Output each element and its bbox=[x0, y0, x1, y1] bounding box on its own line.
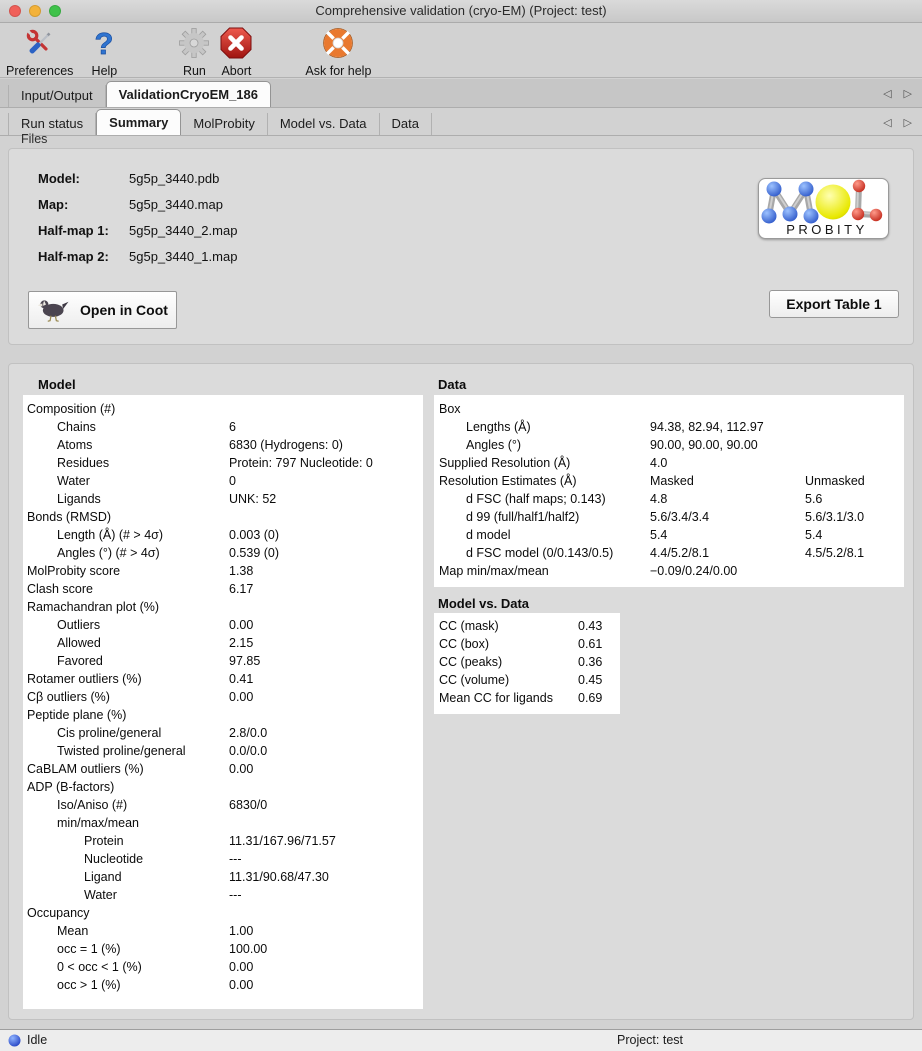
model-row bbox=[23, 598, 423, 616]
secondary-tab-bar bbox=[0, 109, 922, 136]
file-label: Model: bbox=[38, 171, 80, 186]
row-value: 0.539 (0) bbox=[229, 546, 280, 560]
row-label: d 99 (full/half1/half2) bbox=[466, 510, 580, 524]
row-value: 0.45 bbox=[578, 673, 603, 687]
model-row bbox=[23, 760, 423, 778]
data-row bbox=[434, 544, 904, 562]
status-ball-icon bbox=[8, 1034, 21, 1050]
row-label: Favored bbox=[57, 654, 103, 668]
model-row bbox=[23, 526, 423, 544]
zoom-button[interactable] bbox=[49, 5, 61, 17]
tools-icon bbox=[23, 26, 57, 63]
tab-summary[interactable]: Summary bbox=[96, 109, 181, 135]
model-row bbox=[23, 940, 423, 958]
row-label: Length (Å) (# > 4σ) bbox=[57, 528, 164, 542]
row-value: 0.00 bbox=[229, 960, 254, 974]
minimize-button[interactable] bbox=[29, 5, 41, 17]
row-value: 1.00 bbox=[229, 924, 254, 938]
row-label: Mean bbox=[57, 924, 89, 938]
row-label: Nucleotide bbox=[84, 852, 144, 866]
cc-row bbox=[434, 653, 620, 671]
row-label: Allowed bbox=[57, 636, 101, 650]
scroll-left-icon[interactable]: ◁ bbox=[883, 87, 892, 100]
model-row bbox=[23, 580, 423, 598]
model-row bbox=[23, 634, 423, 652]
toolbar-item-label: Ask for help bbox=[305, 64, 372, 78]
scroll-right-icon[interactable]: ▷ bbox=[903, 87, 912, 100]
row-label: Supplied Resolution (Å) bbox=[439, 456, 571, 470]
gear-icon bbox=[177, 26, 211, 63]
tab-run-status[interactable]: Run status bbox=[8, 113, 96, 135]
row-value-unmasked: 4.5/5.2/8.1 bbox=[805, 546, 865, 560]
open-in-coot-label: Open in Coot bbox=[80, 302, 168, 318]
row-label: CC (peaks) bbox=[439, 655, 503, 669]
data-row bbox=[434, 436, 904, 454]
row-label: Map min/max/mean bbox=[439, 564, 549, 578]
row-label: Resolution Estimates (Å) bbox=[439, 474, 577, 488]
row-label: Water bbox=[57, 474, 90, 488]
file-label: Half-map 2: bbox=[38, 249, 109, 264]
model-row bbox=[23, 688, 423, 706]
row-label: occ > 1 (%) bbox=[57, 978, 121, 992]
tab-model-vs-data[interactable]: Model vs. Data bbox=[268, 113, 380, 135]
svg-text:?: ? bbox=[94, 26, 114, 60]
row-label: occ = 1 (%) bbox=[57, 942, 121, 956]
row-value-masked: 94.38, 82.94, 112.97 bbox=[650, 420, 764, 434]
project-label: Project: test bbox=[617, 1033, 683, 1047]
file-value: 5g5p_3440.pdb bbox=[129, 171, 220, 186]
row-value: --- bbox=[229, 852, 242, 866]
row-label: CC (volume) bbox=[439, 673, 510, 687]
row-label: min/max/mean bbox=[57, 816, 139, 830]
file-row bbox=[38, 192, 223, 218]
row-value: 0.00 bbox=[229, 690, 254, 704]
file-row bbox=[38, 244, 238, 270]
run-button[interactable] bbox=[177, 26, 211, 78]
model-row bbox=[23, 472, 423, 490]
file-value: 5g5p_3440.map bbox=[129, 197, 223, 212]
model-row bbox=[23, 652, 423, 670]
model-row bbox=[23, 976, 423, 994]
row-value-unmasked: 5.6/3.1/3.0 bbox=[805, 510, 865, 524]
row-value-masked: 4.4/5.2/8.1 bbox=[650, 546, 710, 560]
row-label: Bonds (RMSD) bbox=[27, 510, 112, 524]
row-value: 1.38 bbox=[229, 564, 254, 578]
row-label: Box bbox=[439, 402, 461, 416]
row-label: Outliers bbox=[57, 618, 101, 632]
lifebuoy-icon bbox=[321, 26, 355, 63]
model-row bbox=[23, 400, 423, 418]
row-value: 0 bbox=[229, 474, 236, 488]
row-label: Rotamer outliers (%) bbox=[27, 672, 142, 686]
scroll-right-icon[interactable]: ▷ bbox=[903, 116, 912, 129]
row-value: UNK: 52 bbox=[229, 492, 277, 506]
file-label: Map: bbox=[38, 197, 69, 212]
data-panel-title: Data bbox=[438, 377, 467, 392]
files-groupbox bbox=[8, 148, 914, 345]
row-value-masked: −0.09/0.24/0.00 bbox=[650, 564, 738, 578]
model-row bbox=[23, 922, 423, 940]
file-row bbox=[38, 166, 220, 192]
model-row bbox=[23, 454, 423, 472]
model-row bbox=[23, 742, 423, 760]
help-button[interactable] bbox=[87, 26, 121, 78]
model-row bbox=[23, 814, 423, 832]
cc-row bbox=[434, 671, 620, 689]
row-label: Cis proline/general bbox=[57, 726, 162, 740]
model-row bbox=[23, 436, 423, 454]
row-label: Ramachandran plot (%) bbox=[27, 600, 160, 614]
row-value: 0.41 bbox=[229, 672, 254, 686]
toolbar-item-label: Abort bbox=[221, 64, 252, 78]
row-label: CaBLAM outliers (%) bbox=[27, 762, 144, 776]
export-table-1-button[interactable] bbox=[769, 290, 899, 318]
export-table-1-label: Export Table 1 bbox=[786, 296, 882, 312]
row-label: Protein bbox=[84, 834, 124, 848]
tab-scroll-controls bbox=[883, 109, 912, 135]
model-row bbox=[23, 850, 423, 868]
tab-data[interactable]: Data bbox=[380, 113, 432, 135]
abort-icon bbox=[219, 26, 253, 63]
row-value-masked: Masked bbox=[650, 474, 694, 488]
data-panel bbox=[434, 395, 904, 587]
tab-scroll-controls bbox=[883, 79, 912, 107]
data-row bbox=[434, 454, 904, 472]
row-label: Peptide plane (%) bbox=[27, 708, 127, 722]
toolbar-item-label: Preferences bbox=[6, 64, 74, 78]
row-label: Chains bbox=[57, 420, 96, 434]
row-label: Water bbox=[84, 888, 117, 902]
data-row bbox=[434, 508, 904, 526]
model-vs-data-panel bbox=[434, 613, 620, 714]
tab-input-output[interactable]: Input/Output bbox=[8, 85, 106, 107]
row-label: Ligand bbox=[84, 870, 122, 884]
scroll-left-icon[interactable]: ◁ bbox=[883, 116, 892, 129]
data-row bbox=[434, 472, 904, 490]
row-label: Cβ outliers (%) bbox=[27, 690, 110, 704]
row-label: Angles (°) (# > 4σ) bbox=[57, 546, 160, 560]
row-value: 0.00 bbox=[229, 618, 254, 632]
question-icon bbox=[87, 26, 121, 63]
open-in-coot-button[interactable] bbox=[28, 291, 177, 329]
row-label: Iso/Aniso (#) bbox=[57, 798, 128, 812]
row-value: 2.8/0.0 bbox=[229, 726, 268, 740]
molprobity-logo bbox=[758, 178, 889, 239]
file-row bbox=[38, 218, 238, 244]
data-row bbox=[434, 490, 904, 508]
files-group-label: Files bbox=[21, 132, 48, 146]
row-value: 0.003 (0) bbox=[229, 528, 280, 542]
row-value-masked: 90.00, 90.00, 90.00 bbox=[650, 438, 758, 452]
primary-tab-bar bbox=[0, 79, 922, 108]
model-row bbox=[23, 724, 423, 742]
model-row bbox=[23, 418, 423, 436]
model-row bbox=[23, 904, 423, 922]
toolbar-item-label: Run bbox=[182, 64, 206, 78]
data-row bbox=[434, 526, 904, 544]
row-value: 0.00 bbox=[229, 762, 254, 776]
row-value: 0.61 bbox=[578, 637, 603, 651]
row-label: CC (box) bbox=[439, 637, 490, 651]
row-value: 0.36 bbox=[578, 655, 603, 669]
coot-bird-icon bbox=[37, 296, 73, 325]
file-value: 5g5p_3440_2.map bbox=[129, 223, 238, 238]
close-button[interactable] bbox=[9, 5, 21, 17]
row-value: 0.69 bbox=[578, 691, 603, 705]
model-row bbox=[23, 868, 423, 886]
row-value-masked: 4.0 bbox=[650, 456, 668, 470]
row-value: 11.31/90.68/47.30 bbox=[229, 870, 329, 884]
cc-row bbox=[434, 689, 620, 707]
row-value: 6830/0 bbox=[229, 798, 268, 812]
status-text: Idle bbox=[27, 1033, 48, 1047]
tab-molprobity[interactable]: MolProbity bbox=[181, 113, 267, 135]
toolbar-item-label: Help bbox=[91, 64, 118, 78]
model-row bbox=[23, 616, 423, 634]
row-value: 6830 (Hydrogens: 0) bbox=[229, 438, 343, 452]
row-value-masked: 5.6/3.4/3.4 bbox=[650, 510, 710, 524]
row-label: d FSC model (0/0.143/0.5) bbox=[466, 546, 614, 560]
tab-validationcryoem-186[interactable]: ValidationCryoEM_186 bbox=[106, 81, 271, 107]
row-label: Lengths (Å) bbox=[466, 420, 531, 434]
row-label: MolProbity score bbox=[27, 564, 121, 578]
row-label: Twisted proline/general bbox=[57, 744, 186, 758]
row-label: Clash score bbox=[27, 582, 93, 596]
status-bar bbox=[0, 1029, 922, 1051]
row-label: Composition (#) bbox=[27, 402, 116, 416]
model-row bbox=[23, 832, 423, 850]
row-value: 11.31/167.96/71.57 bbox=[229, 834, 336, 848]
row-value-masked: 4.8 bbox=[650, 492, 668, 506]
model-row bbox=[23, 958, 423, 976]
row-value: 0.43 bbox=[578, 619, 603, 633]
row-label: Ligands bbox=[57, 492, 101, 506]
row-value-unmasked: 5.6 bbox=[805, 492, 823, 506]
row-label: d model bbox=[466, 528, 511, 542]
row-value-masked: 5.4 bbox=[650, 528, 668, 542]
row-label: Mean CC for ligands bbox=[439, 691, 553, 705]
row-value-unmasked: 5.4 bbox=[805, 528, 823, 542]
cc-row bbox=[434, 617, 620, 635]
toolbar bbox=[0, 23, 922, 78]
row-value: 0.0/0.0 bbox=[229, 744, 268, 758]
molprobity-logo-text: PROBITY bbox=[786, 222, 868, 237]
model-vs-data-panel-title: Model vs. Data bbox=[438, 596, 530, 611]
model-row bbox=[23, 886, 423, 904]
row-value: Protein: 797 Nucleotide: 0 bbox=[229, 456, 373, 470]
model-row bbox=[23, 490, 423, 508]
model-row bbox=[23, 706, 423, 724]
row-label: ADP (B-factors) bbox=[27, 780, 115, 794]
cc-row bbox=[434, 635, 620, 653]
row-value: 97.85 bbox=[229, 654, 261, 668]
abort-button[interactable] bbox=[219, 26, 253, 78]
data-row bbox=[434, 418, 904, 436]
row-label: CC (mask) bbox=[439, 619, 499, 633]
model-row bbox=[23, 544, 423, 562]
model-row bbox=[23, 670, 423, 688]
title-bar bbox=[0, 0, 922, 23]
row-value: 6 bbox=[229, 420, 236, 434]
row-value: 100.00 bbox=[229, 942, 268, 956]
row-label: d FSC (half maps; 0.143) bbox=[466, 492, 606, 506]
row-label: Angles (°) bbox=[466, 438, 522, 452]
model-row bbox=[23, 778, 423, 796]
row-label: Residues bbox=[57, 456, 110, 470]
row-value: --- bbox=[229, 888, 242, 902]
data-row bbox=[434, 400, 904, 418]
model-panel-title: Model bbox=[38, 377, 76, 392]
model-row bbox=[23, 562, 423, 580]
row-label: Occupancy bbox=[27, 906, 90, 920]
model-row bbox=[23, 796, 423, 814]
row-value: 2.15 bbox=[229, 636, 254, 650]
results-groupbox bbox=[8, 363, 914, 1020]
model-row bbox=[23, 508, 423, 526]
file-label: Half-map 1: bbox=[38, 223, 109, 238]
ask-for-help-button[interactable] bbox=[305, 26, 371, 78]
row-value-unmasked: Unmasked bbox=[805, 474, 865, 488]
row-value: 0.00 bbox=[229, 978, 254, 992]
data-row bbox=[434, 562, 904, 580]
window-controls bbox=[9, 5, 61, 17]
window-title: Comprehensive validation (cryo-EM) (Project: test) bbox=[315, 3, 607, 18]
file-value: 5g5p_3440_1.map bbox=[129, 249, 238, 264]
row-value: 6.17 bbox=[229, 582, 254, 596]
preferences-button[interactable] bbox=[6, 26, 73, 78]
row-label: 0 < occ < 1 (%) bbox=[57, 960, 142, 974]
row-label: Atoms bbox=[57, 438, 93, 452]
model-panel bbox=[23, 395, 423, 1009]
